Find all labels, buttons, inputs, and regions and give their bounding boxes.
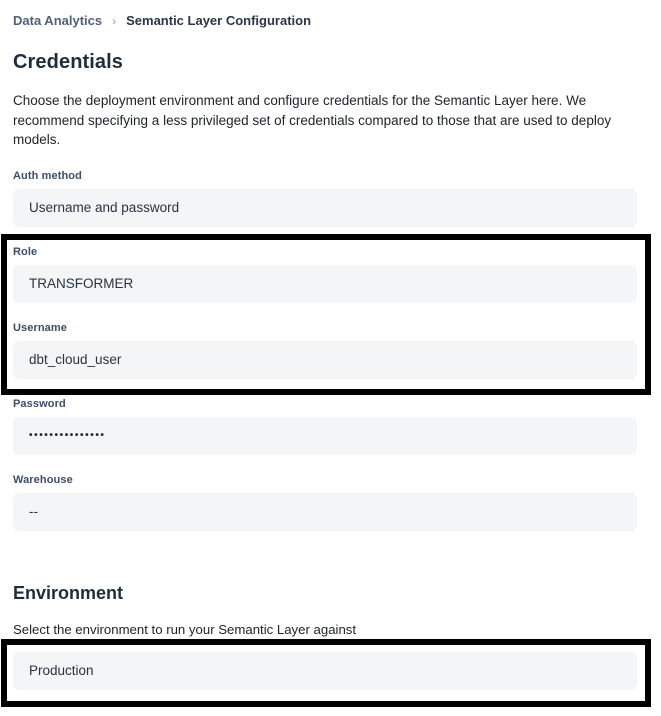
credentials-section-title: Credentials: [13, 51, 124, 73]
highlight-box-environment: [1, 639, 651, 707]
username-input[interactable]: [13, 341, 637, 379]
auth-method-label: Auth method: [13, 169, 82, 182]
role-input[interactable]: [13, 265, 637, 303]
breadcrumb: [13, 13, 637, 28]
breadcrumb-item-semantic-layer-configuration: Semantic Layer Configuration: [126, 13, 312, 28]
environment-description: Select the environment to run your Semantic Layer against: [13, 621, 357, 637]
environment-select[interactable]: [13, 652, 637, 690]
role-value: TRANSFORMER: [29, 276, 134, 291]
username-value: dbt_cloud_user: [29, 352, 122, 367]
environment-section-title: Environment: [13, 582, 124, 603]
credentials-description: Choose the deployment environment and configure credentials for the Semantic Layer here. We recommend specifying a less privileged set of credentials compared to those that are used to deploy models.: [13, 93, 612, 147]
password-group: [13, 398, 637, 455]
warehouse-input[interactable]: [13, 493, 637, 531]
password-input[interactable]: [13, 417, 637, 455]
environment-value: Production: [29, 663, 94, 678]
role-group: [13, 246, 637, 303]
username-label: Username: [13, 321, 67, 334]
password-label: Password: [13, 397, 66, 410]
warehouse-label: Warehouse: [13, 473, 73, 486]
chevron-right-icon: ›: [112, 13, 117, 28]
auth-method-group: [13, 170, 637, 227]
warehouse-value: --: [29, 504, 38, 519]
auth-method-select[interactable]: [13, 189, 637, 227]
username-group: [13, 322, 637, 379]
password-masked-value: •••••••••••••••: [29, 430, 106, 441]
role-label: Role: [13, 245, 38, 258]
auth-method-value: Username and password: [29, 200, 180, 215]
breadcrumb-item-data-analytics[interactable]: Data Analytics: [13, 13, 103, 28]
highlight-box-role-username: [1, 234, 651, 395]
warehouse-group: [13, 474, 637, 531]
